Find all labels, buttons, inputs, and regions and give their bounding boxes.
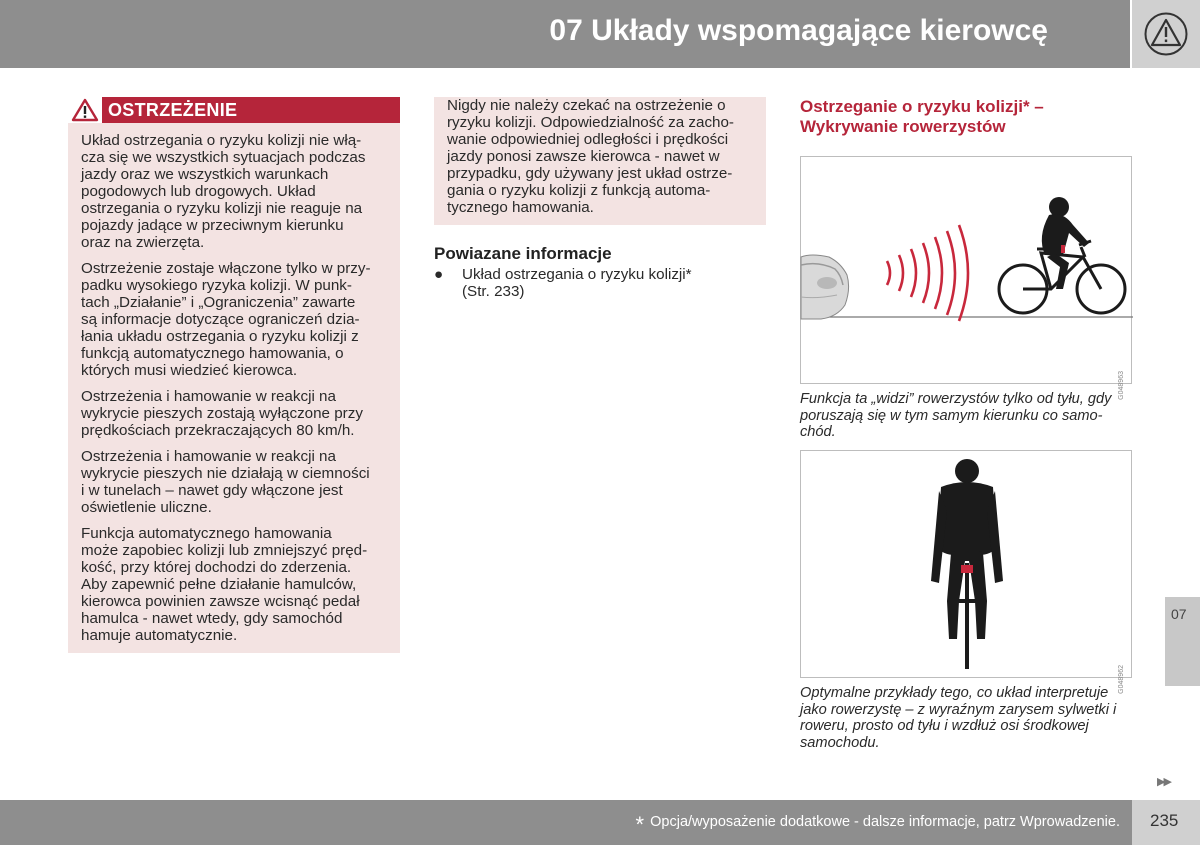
warning-continuation-text: Nigdy nie należy czekać na ostrzeżenie o ryzyku kolizji. Odpowiedzialność za zacho- wanie odpowiedniej odległości i prędkości jazdy ponosi zawsze kierowca - nawet w przypadku, gdy używany jest układ ostrze- gania o ryzyku kolizji z funkcją automa- tycznego hamowania. (447, 97, 734, 216)
asterisk-icon: * (635, 812, 645, 837)
warning-continuation-box (434, 97, 766, 225)
warning-triangle-icon (1144, 12, 1188, 56)
footer-bar (0, 800, 1132, 845)
page-number: 235 (1150, 811, 1179, 830)
related-info-link[interactable]: Układ ostrzegania o ryzyku kolizji* (Str. 233) (462, 266, 692, 300)
double-chevron-right-icon[interactable]: ▶▶ (1157, 776, 1170, 788)
warning-paragraph: Ostrzeżenie zostaje włączone tylko w przy- padku wysokiego ryzyka kolizji. W punk- tach „Działanie” i „Ograniczenia” zawarte są informacje dotyczące ograniczeń dzia- łania układu ostrzegania o ryzyku kolizji z funkcją automatycznego hamowania, o których musi wiedzieć kierowca. (81, 260, 371, 379)
cyclist-rear-illustration (801, 451, 1133, 679)
warning-body (81, 132, 391, 653)
warning-paragraph: Ostrzeżenia i hamowanie w reakcji na wykrycie pieszych nie działają w ciemności i w tunelach – nawet gdy włączone jest oświetlenie uliczne. (81, 448, 370, 516)
figure2-caption: Optymalne przykłady tego, co układ interpretuje jako rowerzystę – z wyraźnym zarysem sylwetki i roweru, prosto od tyłu i wzdłuż osi środkowej samochodu. (800, 685, 1117, 751)
radar-waves-icon (887, 225, 968, 321)
page-number-box (1132, 800, 1200, 845)
related-info-heading: Powiazane informacje (434, 244, 612, 263)
header-bar (0, 0, 1130, 68)
bullet-icon: ● (434, 266, 444, 283)
cyclist-side-illustration (801, 157, 1133, 385)
rear-light-icon (961, 565, 973, 573)
warning-label: OSTRZEŻENIE (108, 100, 238, 120)
warning-icon-wrap (68, 97, 102, 123)
warning-header (68, 97, 400, 123)
figure1-caption: Funkcja ta „widzi” rowerzystów tylko od tyłu, gdy poruszają się w tym samym kierunku co samo- chód. (800, 391, 1112, 440)
car-front-icon (801, 255, 849, 319)
section-heading: Ostrzeganie o ryzyku kolizji* – Wykrywanie rowerzystów (800, 97, 1044, 136)
figure-code: G048962 (1118, 665, 1125, 694)
header-icon-box (1132, 0, 1200, 68)
footer-note (636, 812, 1120, 838)
warning-paragraph: Ostrzeżenia i hamowanie w reakcji na wykrycie pieszych zostają wyłączone przy prędkościach przekraczających 80 km/h. (81, 388, 363, 439)
chapter-tab-label: 07 (1171, 606, 1187, 622)
figure-code: G048963 (1118, 371, 1125, 400)
warning-paragraph: Funkcja automatycznego hamowania może zapobiec kolizji lub zmniejszyć pręd- kość, przy której dochodzi do zderzenia. Aby zapewnić pełne działanie hamulców, kierowca powinien zawsze wcisnąć pedał hamulca - nawet wtedy, gdy samochód hamuje automatycznie. (81, 525, 368, 644)
chapter-tab[interactable] (1165, 597, 1200, 686)
figure-cyclist-rear-view (800, 450, 1132, 694)
chapter-title: 07 Układy wspomagające kierowcę (549, 14, 1048, 47)
warning-paragraph: Układ ostrzegania o ryzyku kolizji nie włą- cza się we wszystkich sytuacjach podczas jazdy oraz we wszystkich warunkach pogodowych lub drogowych. Układ ostrzegania o ryzyku kolizji nie reaguje na pojazdy jadące w przeciwnym kierunku oraz na zwierzęta. (81, 132, 366, 251)
figure-cyclist-side-view (800, 156, 1132, 400)
warning-sign-icon (71, 98, 99, 122)
warning-box (68, 97, 400, 653)
footer-note-text: Opcja/wyposażenie dodatkowe - dalsze informacje, patrz Wprowadzenie. (650, 814, 1120, 830)
